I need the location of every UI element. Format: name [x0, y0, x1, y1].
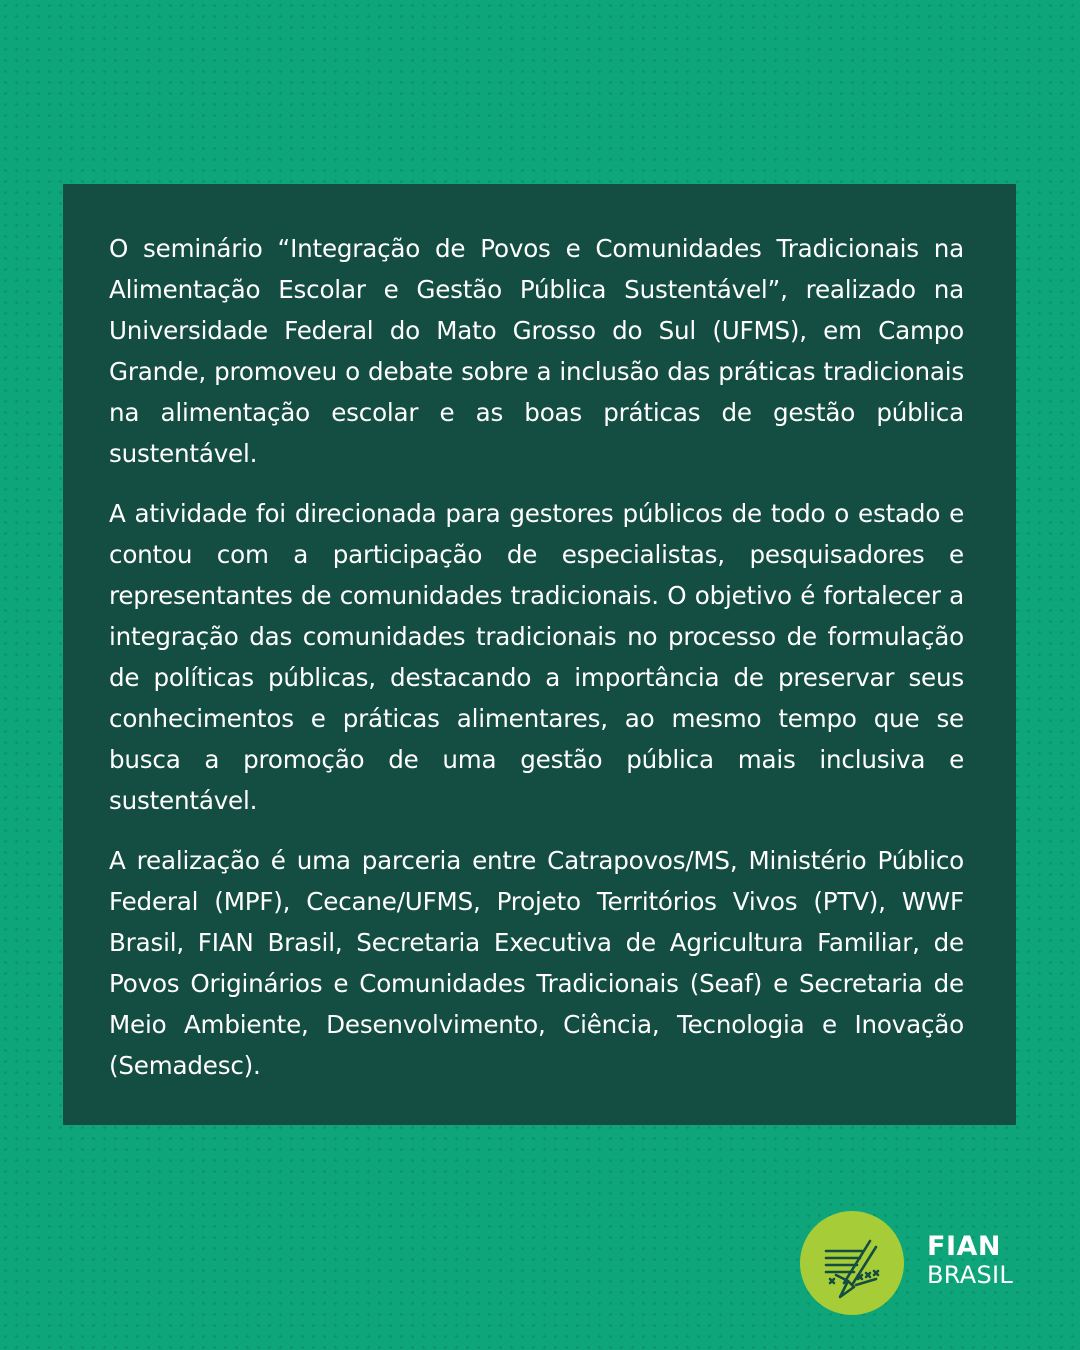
paragraph-seminar: O seminário “Integração de Povos e Comunidades Tradicionais na Alimentação Escolar e Gestão Pública Sustentável”, realizado na Universidade Federal do Mato Grosso do Sul (UFMS), em Campo Grande, promoveu o debate sobre a inclusão das práticas tradicionais na alimentação escolar e as boas práticas de gestão pública sustentável.	[109, 234, 964, 468]
fian-emblem-icon	[800, 1211, 904, 1315]
brand-wordmark	[927, 1232, 1013, 1289]
brand-country: BRASIL	[927, 1261, 1014, 1289]
fian-emblem-graphic	[800, 1211, 904, 1315]
paragraph-partnership: A realização é uma parceria entre Catrapovos/MS, Ministério Público Federal (MPF), Cecane/UFMS, Projeto Territórios Vivos (PTV), WWF Brasil, FIAN Brasil, Secretaria Executiva de Agricultura Familiar, de Povos Originários e Comunidades Tradicionais (Seaf) e Secretaria de Meio Ambiente, Desenvolvimento, Ciência, Tecnologia e Inovação (Semadesc).	[109, 846, 964, 1080]
brand-name: FIAN	[927, 1231, 1001, 1262]
paragraph-activity: A atividade foi direcionada para gestores públicos de todo o estado e contou com a participação de especialistas, pesquisadores e representantes de comunidades tradicionais. O objetivo é fortalecer a integração das comunidades tradicionais no processo de formulação de políticas públicas, destacando a importância de preservar seus conhecimentos e práticas alimentares, ao mesmo tempo que se busca a promoção de uma gestão pública mais inclusiva e sustentável.	[109, 499, 964, 815]
text-card	[63, 184, 1016, 1125]
